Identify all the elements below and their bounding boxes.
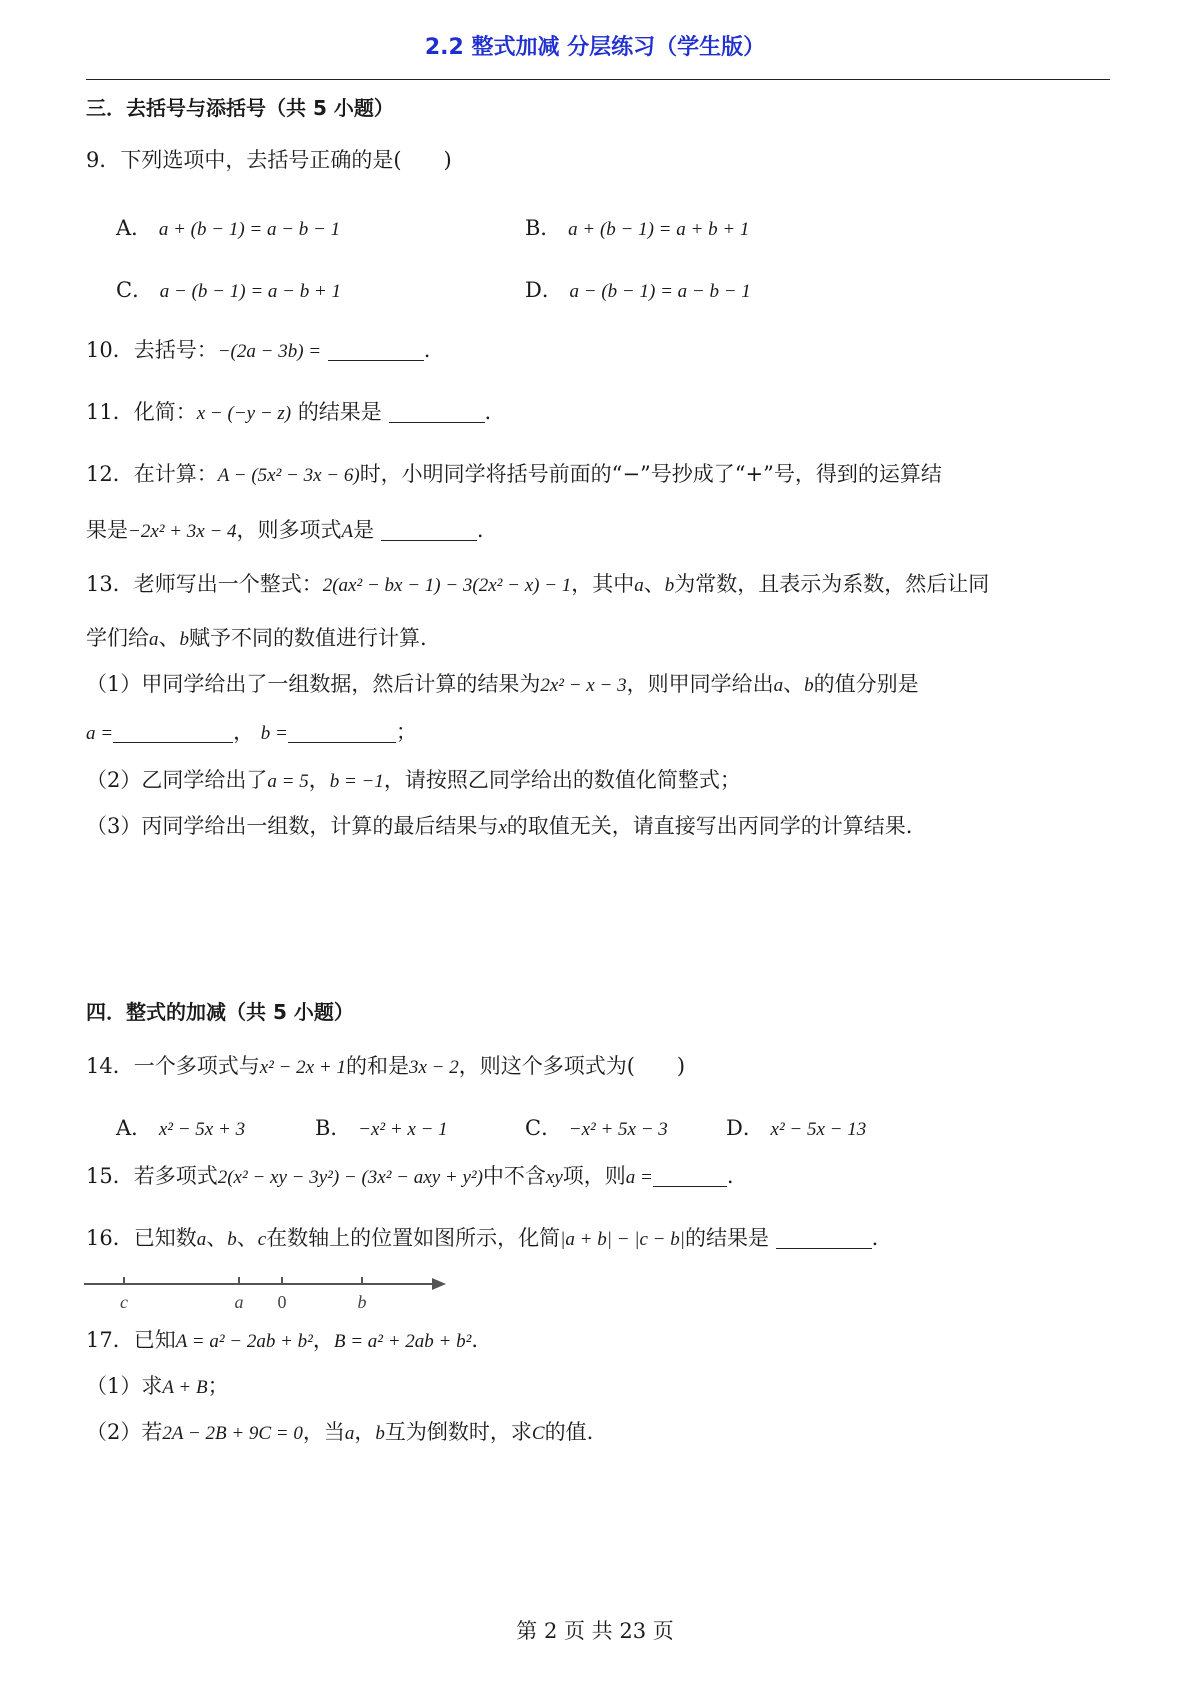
q13-line1: 13．老师写出一个整式：2(ax² − bx − 1) − 3(2x² − x) − 1，其中a、b为常数，且表示为系数，然后让同 bbox=[86, 572, 990, 596]
q13-part3: （3）丙同学给出一组数，计算的最后结果与x的取值无关，请直接写出丙同学的计算结果. bbox=[86, 814, 913, 838]
q17-stem: 17．已知A = a² − 2ab + b²，B = a² + 2ab + b². bbox=[86, 1328, 479, 1352]
q13-part2: （2）乙同学给出了a = 5，b = −1，请按照乙同学给出的数值化简整式； bbox=[86, 768, 741, 792]
q17-part1: （1）求A + B； bbox=[86, 1374, 229, 1398]
q9-option-c: C． a − (b − 1) = a − b + 1 bbox=[116, 278, 342, 302]
q9-option-a: A． a + (b − 1) = a − b − 1 bbox=[116, 216, 341, 240]
q12-line2: 果是−2x² + 3x − 4，则多项式A是 . bbox=[86, 518, 484, 542]
page-header-title: 2.2 整式加减 分层练习（学生版） bbox=[424, 35, 766, 60]
label-c: c bbox=[120, 1292, 128, 1312]
q14-stem: 14．一个多项式与x² − 2x + 1的和是3x − 2，则这个多项式为( ) bbox=[86, 1054, 686, 1078]
q13-b-answer-blank[interactable] bbox=[288, 722, 396, 743]
q14-option-d: D． x² − 5x − 13 bbox=[726, 1116, 867, 1140]
q14-option-a: A． x² − 5x + 3 bbox=[116, 1116, 246, 1140]
section-4-title: 四．整式的加减（共 5 小题） bbox=[86, 1000, 354, 1024]
q9-stem: 9．下列选项中，去括号正确的是( ) bbox=[86, 148, 452, 172]
q17-part2: （2）若2A − 2B + 9C = 0，当a，b互为倒数时，求C的值. bbox=[86, 1420, 594, 1444]
q10-answer-blank[interactable] bbox=[328, 340, 424, 361]
q15-answer-blank[interactable] bbox=[653, 1166, 727, 1187]
q12-answer-blank[interactable] bbox=[381, 520, 477, 541]
label-a: a bbox=[234, 1292, 244, 1312]
q9-option-b: B． a + (b − 1) = a + b + 1 bbox=[525, 216, 750, 240]
q16-answer-blank[interactable] bbox=[776, 1228, 872, 1249]
q13-line2: 学们给a、b赋予不同的数值进行计算. bbox=[86, 626, 427, 650]
number-line-figure bbox=[84, 1272, 454, 1316]
q13-a-answer-blank[interactable] bbox=[113, 722, 233, 743]
q11: 11．化简：x − (−y − z) 的结果是 . bbox=[86, 400, 492, 424]
q14-option-c: C． −x² + 5x − 3 bbox=[525, 1116, 668, 1140]
number-line-arrow-icon bbox=[432, 1278, 446, 1290]
q12-line1: 12．在计算：A − (5x² − 3x − 6)时，小明同学将括号前面的“−”号抄成了“+”号，得到的运算结 bbox=[86, 462, 942, 486]
page-number-footer: 第 2 页 共 23 页 bbox=[516, 1619, 674, 1643]
q14-option-b: B． −x² + x − 1 bbox=[315, 1116, 448, 1140]
label-b: b bbox=[357, 1292, 367, 1312]
section-3-title: 三．去括号与添括号（共 5 小题） bbox=[86, 96, 394, 120]
q13-part1-answers: a = ， b = ； bbox=[86, 720, 417, 744]
q10: 10．去括号：−(2a − 3b) = . bbox=[86, 338, 431, 362]
q11-answer-blank[interactable] bbox=[389, 402, 485, 423]
label-zero: 0 bbox=[277, 1292, 287, 1312]
q15: 15．若多项式2(x² − xy − 3y²) − (3x² − axy + y²)中不含xy项，则a = . bbox=[86, 1164, 734, 1188]
q16: 16．已知数a、b、c在数轴上的位置如图所示，化简|a + b| − |c − b|的结果是 . bbox=[86, 1226, 879, 1250]
q9-option-d: D． a − (b − 1) = a − b − 1 bbox=[525, 278, 751, 302]
q13-part1: （1）甲同学给出了一组数据，然后计算的结果为2x² − x − 3，则甲同学给出a、b的值分别是 bbox=[86, 672, 919, 696]
header-divider bbox=[86, 79, 1110, 80]
